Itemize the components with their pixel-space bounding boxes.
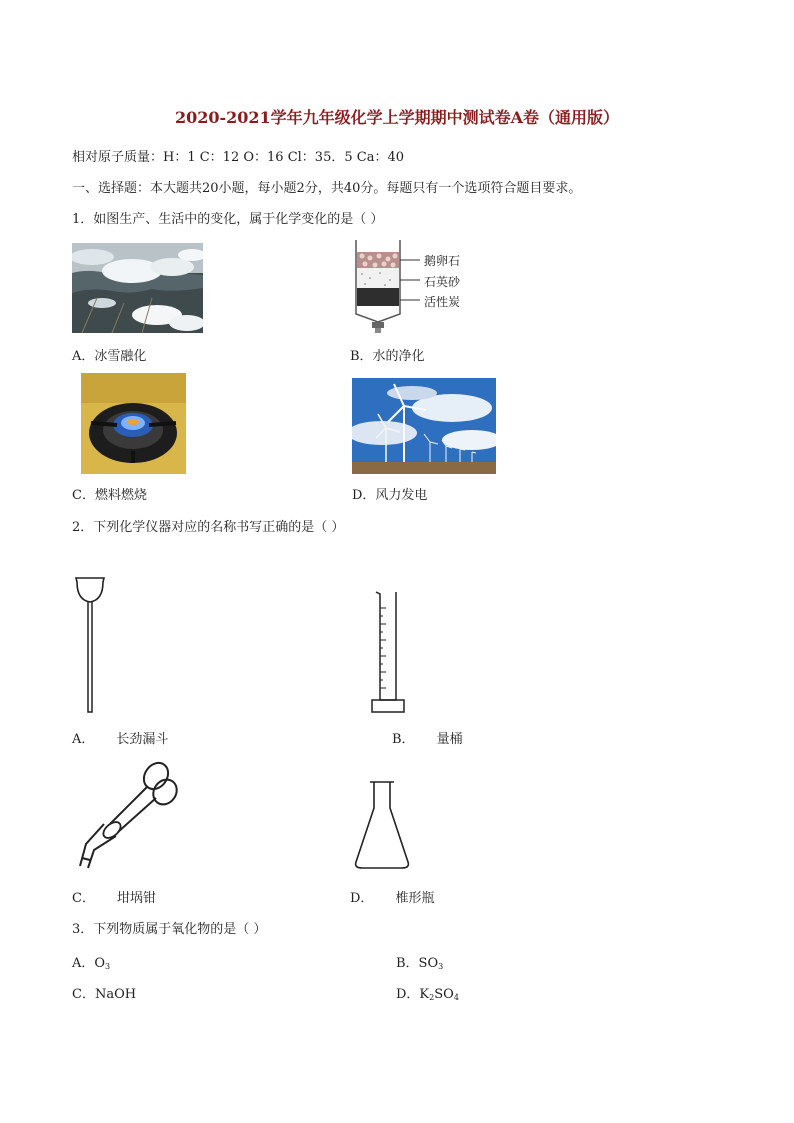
q3-option-b: [396, 952, 443, 971]
question-2-stem: 2．下列化学仪器对应的名称书写正确的是（ ）: [72, 520, 345, 535]
q1-option-c: C．燃料燃烧: [72, 488, 147, 503]
q2-option-a: [72, 728, 168, 747]
q2-option-b-text: 量桶: [436, 732, 463, 747]
q1-option-d: D．风力发电: [352, 488, 428, 503]
q3-option-c-formula: C．NaOH: [72, 987, 137, 1002]
q3-option-a-subscript: 3: [105, 962, 111, 971]
ice-melting-image: [72, 243, 203, 333]
q2-option-a-letter: A．: [72, 732, 95, 747]
long-neck-funnel-drawing: [72, 572, 108, 717]
q2-option-b-letter: B．: [392, 732, 415, 747]
page-title: 2020-2021学年九年级化学上学期期中测试卷A卷（通用版）: [174, 108, 620, 127]
q3-option-d-subscript-1: 2: [429, 993, 435, 1002]
crucible-tongs-drawing: [72, 758, 182, 870]
filter-label-pebbles: 鹅卵石: [424, 254, 461, 268]
question-1-stem: 1．如图生产、生活中的变化，属于化学变化的是（ ）: [72, 212, 384, 227]
section-heading: 一、选择题：本大题共20小题，每小题2分，共40分。每题只有一个选项符合题目要求。: [72, 181, 582, 196]
q2-option-c: [72, 887, 156, 906]
q2-option-a-text: 长劲漏斗: [116, 732, 169, 747]
conical-flask-drawing: [350, 778, 414, 874]
q2-option-c-text: 坩埚钳: [116, 891, 156, 906]
atomic-mass-line: 相对原子质量：H：1 C：12 O：16 Cl：35．5 Ca：40: [72, 150, 404, 165]
q3-option-c: [72, 983, 136, 1002]
q3-option-a-formula: A．O: [72, 956, 106, 971]
filter-label-activated-carbon: 活性炭: [424, 295, 461, 309]
gas-stove-image: [81, 373, 186, 474]
q3-option-d-formula-k: D．K: [396, 987, 430, 1002]
q2-option-d-text: 椎形瓶: [395, 891, 435, 906]
water-filter-diagram: [350, 238, 480, 336]
q2-option-d-letter: D．: [350, 891, 374, 906]
question-3-stem: 3．下列物质属于氧化物的是（ ）: [72, 922, 267, 937]
graduated-cylinder-drawing: [368, 588, 408, 716]
q1-option-b: B．水的净化: [350, 349, 425, 364]
q2-option-b: [392, 728, 463, 747]
q1-option-a: A．冰雪融化: [72, 349, 147, 364]
q3-option-b-formula: B．SO: [396, 956, 439, 971]
filter-label-quartz-sand: 石英砂: [424, 275, 461, 289]
q2-option-d: [350, 887, 434, 906]
q3-option-a: [72, 952, 110, 971]
q2-option-c-letter: C．: [72, 891, 95, 906]
q3-option-d-formula-so: SO: [434, 987, 454, 1002]
q3-option-d-subscript-2: 4: [453, 993, 459, 1002]
q3-option-d: [396, 983, 459, 1002]
q3-option-b-subscript: 3: [438, 962, 444, 971]
wind-turbines-image: [352, 378, 496, 474]
